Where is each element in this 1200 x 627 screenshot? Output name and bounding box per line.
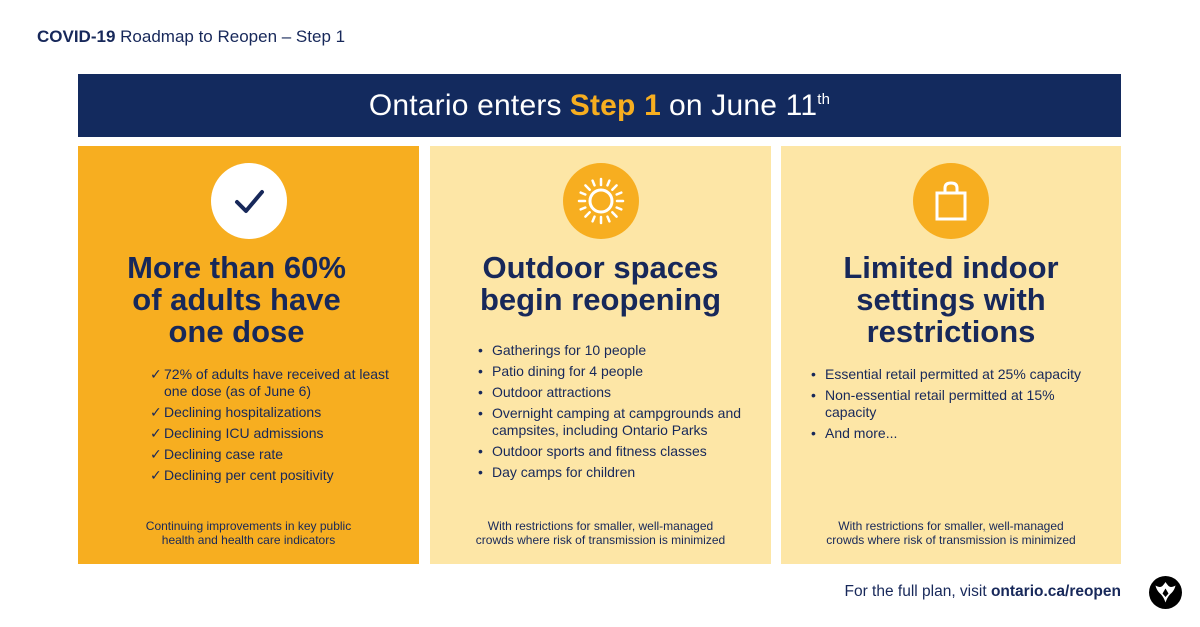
- card-item-list: [150, 366, 410, 488]
- card-title-line: one dose: [168, 314, 305, 349]
- card-vaccination: [78, 146, 419, 564]
- page-title: [37, 27, 345, 47]
- list-item: • Outdoor sports and fitness classes: [478, 443, 707, 459]
- banner-suffix: on June 11: [668, 88, 818, 122]
- list-item: • Essential retail permitted at 25% capacity: [811, 366, 1082, 382]
- list-item: • And more...: [811, 425, 898, 441]
- shopping-bag-icon: [913, 163, 989, 239]
- card-indoor-settings: [781, 146, 1121, 564]
- card-title-line: Outdoor spaces: [482, 250, 719, 285]
- ontario-logo-icon: [1149, 576, 1182, 609]
- card-item-list: [478, 342, 748, 485]
- page-title-bold: COVID-19: [37, 27, 116, 46]
- page-title-rest: Roadmap to Reopen – Step 1: [115, 27, 346, 46]
- card-title-line: restrictions: [866, 314, 1036, 349]
- banner-superscript: th: [817, 91, 831, 108]
- card-footnote: Continuing improvements in key public health and health care indicators: [145, 519, 352, 547]
- list-item: • Outdoor attractions: [478, 384, 612, 400]
- card-item-list: [811, 366, 1091, 446]
- card-title-line: Limited indoor: [843, 250, 1059, 285]
- list-item: ✓ Declining per cent positivity: [150, 467, 334, 483]
- card-title: [430, 252, 771, 316]
- list-item: • Overnight camping at campgrounds and campsites, including Ontario Parks: [478, 405, 742, 438]
- card-footnote: With restrictions for smaller, well-managed crowds where risk of transmission is minimized: [826, 519, 1076, 547]
- list-item: ✓ Declining hospitalizations: [150, 404, 322, 420]
- banner-prefix: Ontario enters: [368, 88, 562, 122]
- card-title-line: of adults have: [132, 282, 341, 317]
- card-footnote: With restrictions for smaller, well-managed crowds where risk of transmission is minimized: [475, 519, 726, 547]
- list-item: ✓ Declining case rate: [150, 446, 284, 462]
- sun-icon: [563, 163, 639, 239]
- banner-highlight: Step 1: [569, 88, 661, 122]
- card-title-line: begin reopening: [479, 282, 722, 317]
- card-outdoor-spaces: [430, 146, 771, 564]
- list-item: • Non-essential retail permitted at 15% capacity: [811, 387, 1055, 420]
- card-title: [54, 252, 419, 348]
- full-plan-cta: [844, 583, 1121, 601]
- list-item: • Gatherings for 10 people: [478, 342, 647, 358]
- card-title: [781, 252, 1121, 348]
- list-item: • Day camps for children: [478, 464, 636, 480]
- cta-text: For the full plan, visit: [844, 583, 991, 600]
- list-item: ✓ 72% of adults have received at least one dose (as of June 6): [150, 366, 389, 399]
- card-title-line: settings with: [856, 282, 1046, 317]
- checkmark-icon: [211, 163, 287, 239]
- card-title-line: More than 60%: [127, 250, 346, 285]
- reopen-link[interactable]: ontario.ca/reopen: [990, 583, 1121, 600]
- list-item: ✓ Declining ICU admissions: [150, 425, 324, 441]
- list-item: • Patio dining for 4 people: [478, 363, 643, 379]
- step-banner: [78, 74, 1121, 137]
